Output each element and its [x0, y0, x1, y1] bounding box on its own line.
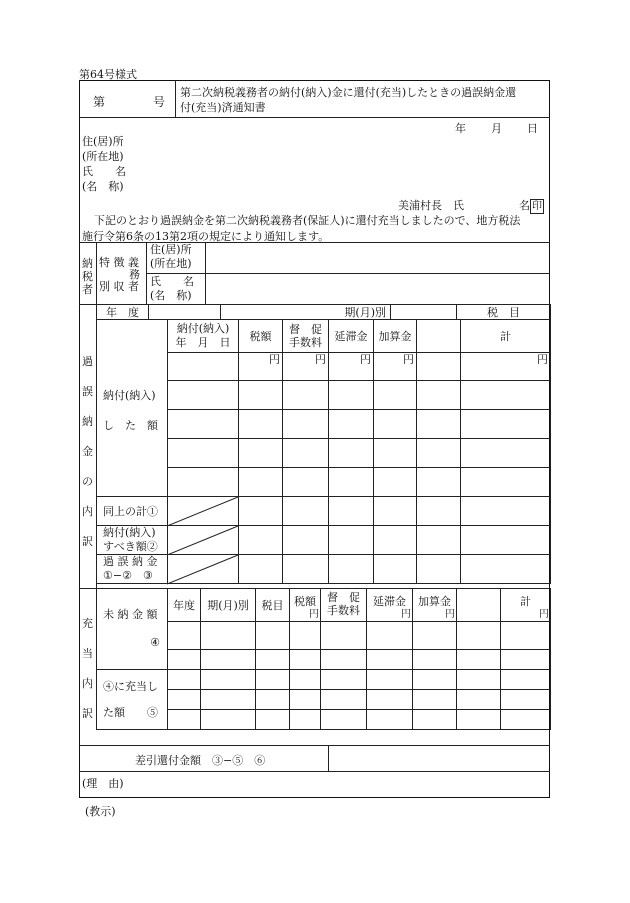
taxpayer-address-label: 住(居)所 [150, 243, 192, 256]
yen-unit: 円 [461, 353, 551, 381]
slash-line-excess [167, 555, 238, 584]
alloc-col-year: 年度 [168, 589, 201, 622]
document-number-label: 第 号 [93, 95, 166, 109]
alloc-col-fee-sub: 手数料 [327, 604, 360, 617]
yen-unit: 円 [374, 353, 417, 381]
alloc-col-total: 計 [520, 595, 531, 608]
slash-line-subtotal [167, 497, 238, 526]
taxpayer-side-label-2: 税 [82, 270, 93, 283]
overpay-table [96, 319, 551, 584]
col-additional: 加算金 [374, 320, 417, 353]
overpay-side-label-4: 金 [82, 445, 93, 458]
divider [328, 745, 329, 771]
unpaid-num: ④ [150, 636, 160, 649]
overpay-year-row [96, 304, 551, 320]
notice-text-line2: 施行令第6条の13第2項の規定により通知します。 [82, 230, 330, 243]
addressee-address-sub-label: (所在地) [82, 150, 124, 163]
slash-line-due [167, 526, 238, 555]
yen-unit: 円 [283, 353, 329, 381]
overpay-year-label: 年 度 [97, 305, 149, 320]
taxpayer-side-label-3: 者 [82, 283, 93, 296]
divider [146, 273, 550, 274]
yen-unit: 円 [401, 609, 411, 620]
alloc-col-additional: 加算金 [418, 595, 451, 608]
overpay-side-label-1: 過 [82, 355, 93, 368]
col-paid-date: 納付(納入) [176, 322, 230, 335]
paid-amount-line1: 納付(納入) [103, 388, 156, 402]
alloc-col-fee: 督 促 [327, 591, 360, 604]
taxpayer-type-top: 特 徴 義 [99, 256, 139, 269]
alloc-col-delinquent: 延滞金 [373, 595, 406, 608]
overpay-tax-item-label: 税 目 [457, 305, 551, 320]
divider [146, 242, 147, 304]
form-number: 第64号様式 [79, 68, 137, 81]
excess-line2: ①−② ③ [103, 569, 153, 582]
notice-text-line1: 下記のとおり過誤納金を第二次納税義務者(保証人)に還付充当しましたので、地方税法 [94, 214, 521, 227]
addressee-name-label: 氏 名 [82, 165, 126, 178]
overpay-side-label-6: 内 [82, 505, 93, 518]
allocation-side-label-3: 内 [82, 677, 93, 690]
divider [79, 745, 550, 746]
taxpayer-type-bottom: 別 収 者 [99, 280, 139, 293]
seal-stamp: 印 [532, 201, 542, 212]
taxpayer-side-label-1: 納 [82, 257, 93, 270]
col-delinquent: 延滞金 [329, 320, 374, 353]
allocation-side-label-1: 充 [82, 617, 93, 630]
document-title-line2: 付(充当)済通知書 [180, 101, 266, 114]
allocated-line2: た額 ⑤ [103, 706, 158, 719]
divider [175, 80, 176, 117]
alloc-col-period: 期(月)別 [201, 589, 256, 622]
taxpayer-type-mid: 務 [129, 268, 140, 281]
yen-unit: 円 [445, 609, 455, 620]
col-paid-date-sub: 年 月 日 [175, 336, 231, 349]
reason-label: (理 由) [82, 777, 124, 790]
yen-unit: 円 [329, 353, 374, 381]
taxpayer-name-label: 氏 名 [150, 275, 194, 288]
excess-line1: 過 誤 納 金 [103, 555, 158, 568]
taxpayer-address-sub-label: (所在地) [150, 257, 192, 270]
yen-unit: 円 [239, 353, 283, 381]
divider [79, 771, 550, 772]
due-line2: すべき額② [103, 540, 158, 553]
allocation-table [96, 588, 551, 730]
overpay-side-label-3: 納 [82, 415, 93, 428]
slash-lines [167, 497, 239, 587]
alloc-col-tax: 税額 [294, 595, 316, 608]
yen-unit: 円 [309, 609, 319, 620]
overpay-period-label: 期(月)別 [221, 305, 391, 320]
addressee-name-sub-label: (名 称) [82, 180, 124, 193]
taxpayer-name-sub-label: (名 称) [150, 289, 192, 302]
allocation-side-label-2: 当 [82, 647, 93, 660]
col-total: 計 [461, 320, 551, 353]
allocation-side-label-4: 訳 [82, 707, 93, 720]
document-title-line1: 第二次納税義務者の納付(納入)金に還付(充当)したときの過誤納金還 [180, 86, 517, 99]
divider [96, 242, 97, 304]
col-fee-sub: 手数料 [289, 336, 322, 349]
yen-unit: 円 [539, 609, 549, 620]
overpay-side-label-5: の [82, 475, 93, 488]
col-tax: 税額 [239, 320, 283, 353]
issuer-label: 美浦村長 氏 名 [398, 199, 530, 212]
due-line1: 納付(納入) [103, 526, 156, 539]
overpay-side-label-7: 訳 [82, 535, 93, 548]
refund-amount-label: 差引還付金額 ③−⑤ ⑥ [135, 754, 266, 767]
instruction-label: (教示) [85, 805, 116, 818]
allocated-line1: ④に充当し [103, 680, 158, 693]
divider [205, 242, 206, 304]
addressee-address-label: 住(居)所 [82, 135, 124, 148]
alloc-col-item: 税目 [256, 589, 290, 622]
issue-date: 年 月 日 [455, 122, 539, 135]
paid-amount-line2: し た 額 [103, 418, 158, 432]
overpay-side-label-2: 誤 [82, 385, 93, 398]
subtotal-label: 同上の計① [97, 497, 168, 526]
col-fee: 督 促 [289, 323, 322, 336]
divider [79, 117, 550, 118]
unpaid-label: 未 納 金 額 [103, 608, 158, 621]
